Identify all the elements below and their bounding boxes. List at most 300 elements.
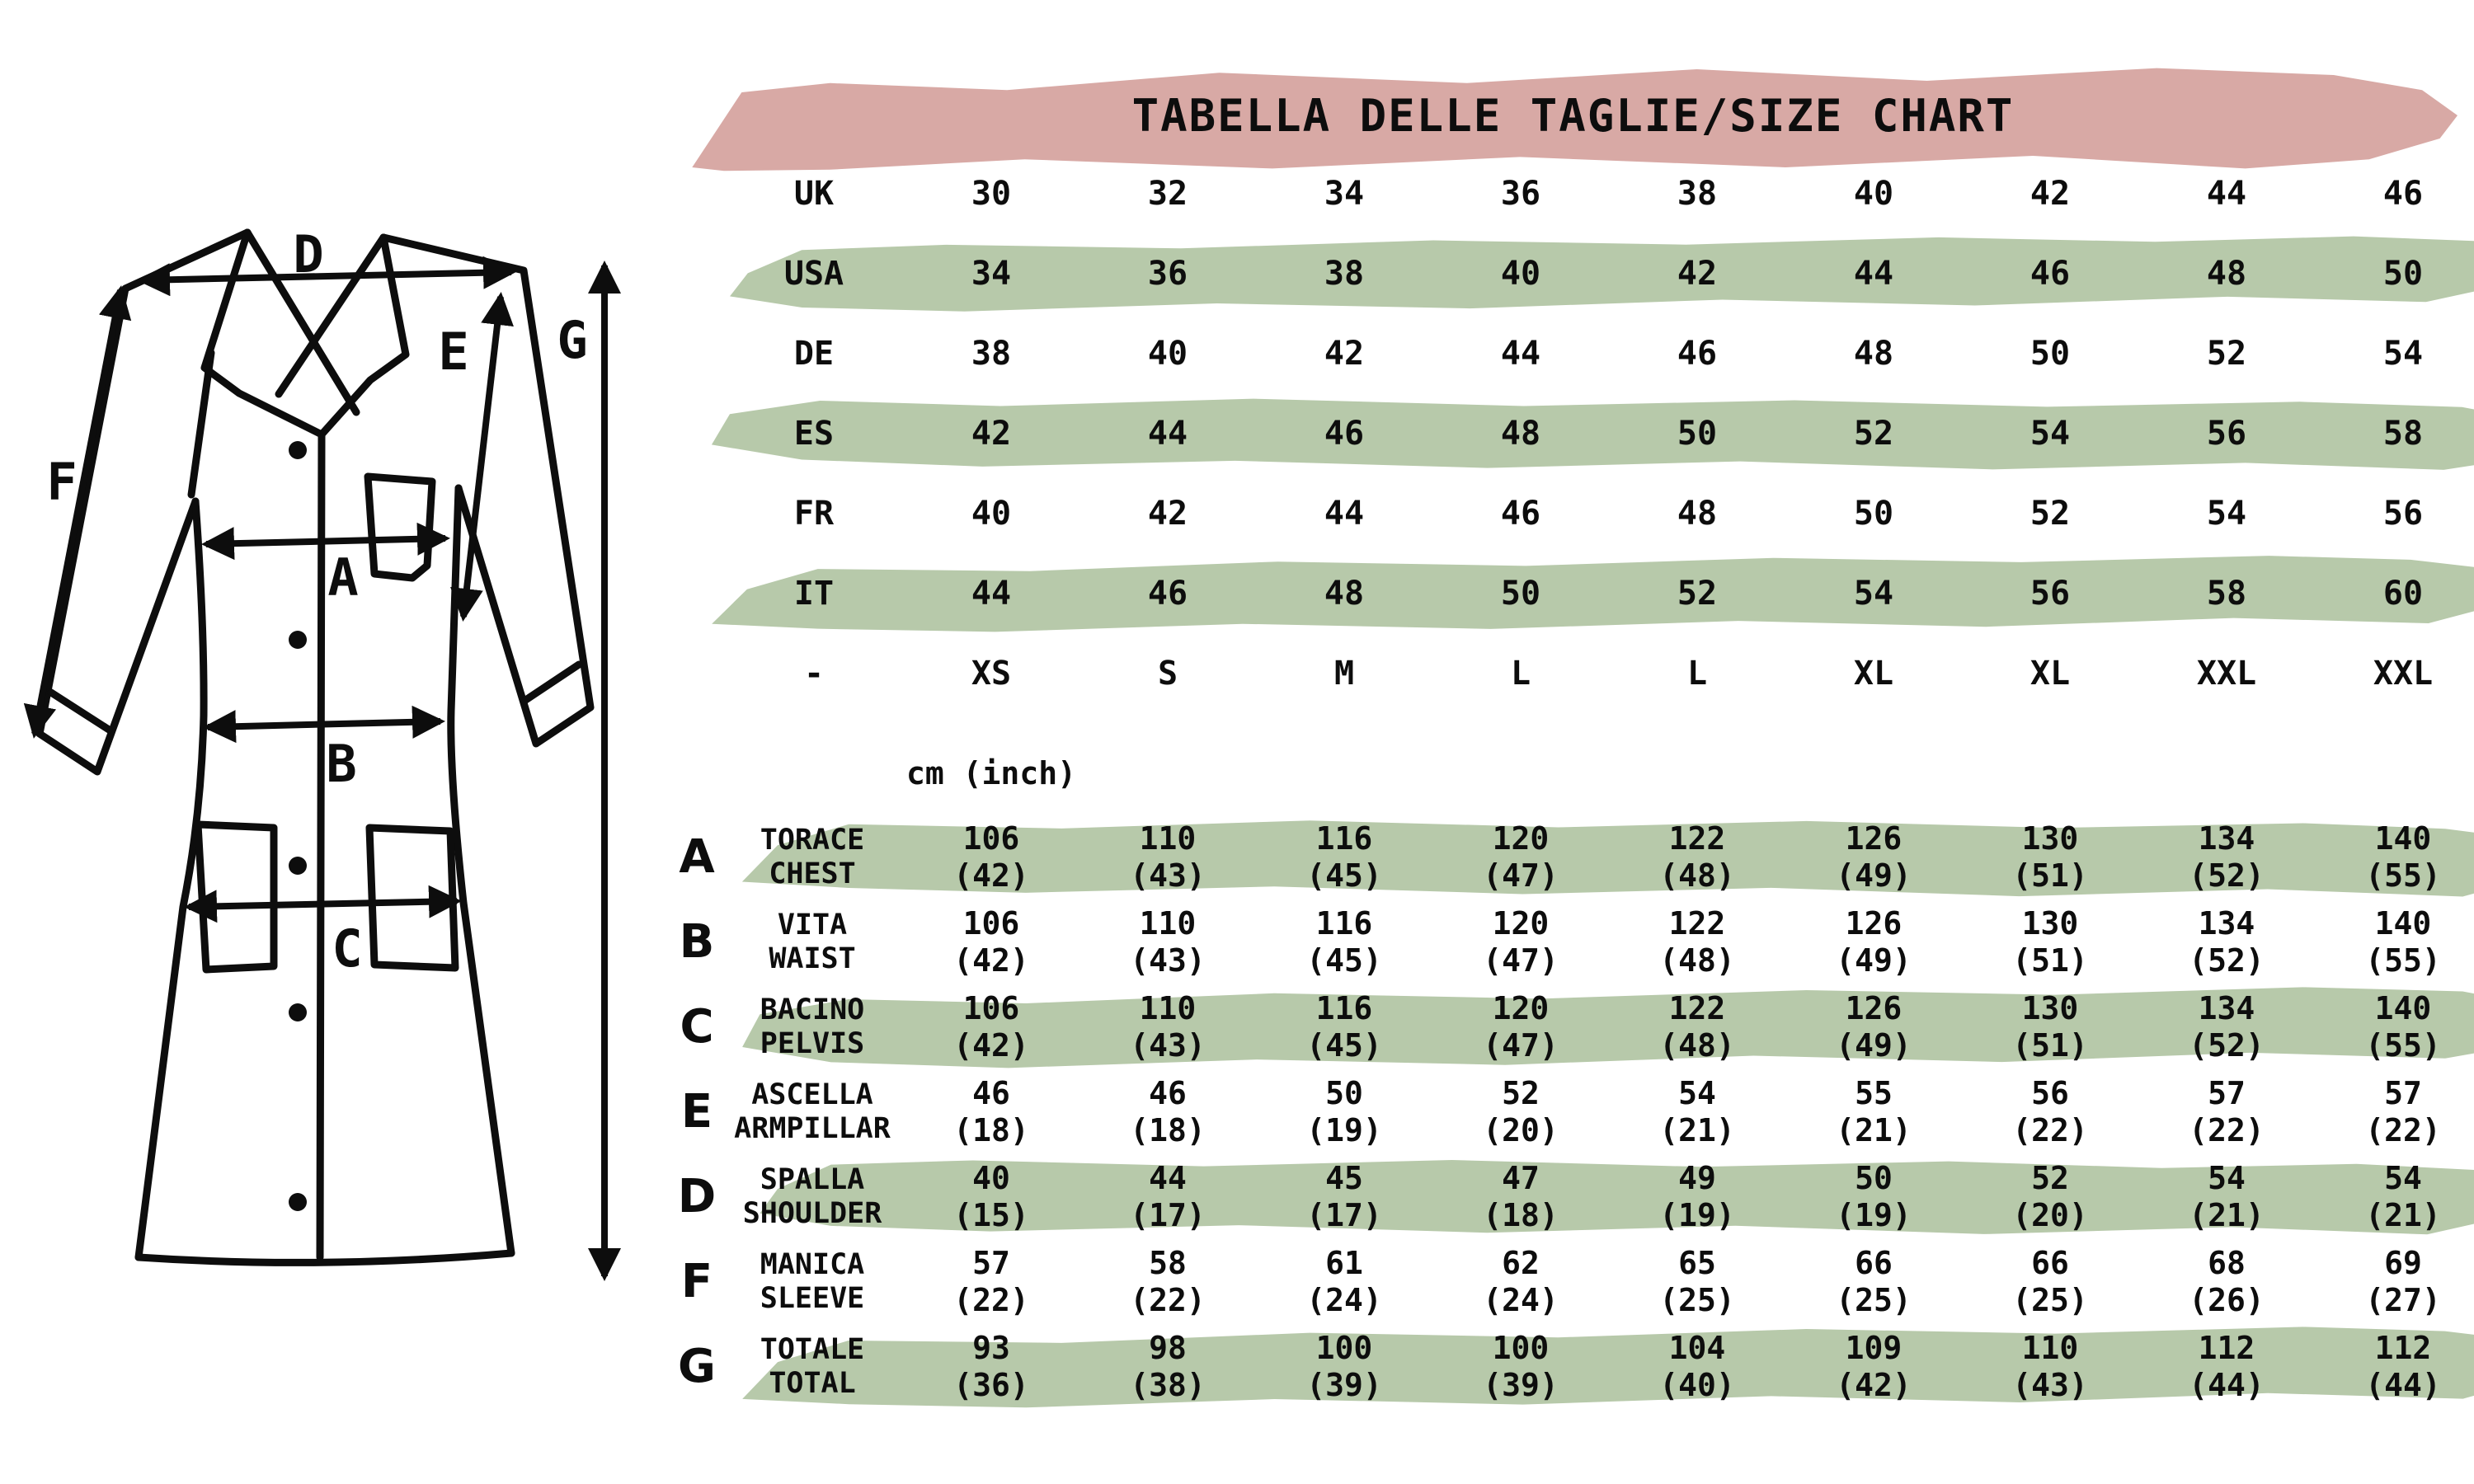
measure-label-italian: TOTALE [760,1332,865,1366]
size-value: 44 [1324,494,1365,533]
measure-letter: G [678,1339,716,1393]
value-cm: 50 [1325,1074,1363,1111]
measurement-cell [1962,905,2138,979]
size-value: 34 [1324,174,1365,213]
measurement-cell [2315,1160,2474,1234]
measurement-cell [1962,1075,2138,1149]
measurement-cell [1256,1160,1432,1234]
measurement-cell [903,1075,1079,1149]
value-cm: 56 [2031,1074,2069,1111]
measure-label [722,909,903,976]
measurement-cell [1079,1075,1256,1149]
measure-label-english: CHEST [769,857,856,890]
measurement-cell [1609,990,1785,1064]
value-cm: 126 [1845,819,1903,857]
buttons [289,441,307,1211]
measure-label-italian: TORACE [760,823,865,857]
value-inch: (52) [2189,857,2265,894]
measure-letter: B [679,914,715,969]
value-cm: 65 [1678,1244,1716,1281]
value-inch: (24) [1306,1281,1382,1318]
region-label: ES [793,414,835,453]
measurement-cell [1432,1075,1609,1149]
measure-label-italian: MANICA [760,1247,865,1281]
measurement-row-e [664,1069,2474,1154]
measurement-row-g [664,1324,2474,1409]
unit-label: cm (inch) [906,755,1076,791]
value-inch: (55) [2365,942,2441,979]
value-cm: 126 [1845,904,1903,942]
measurement-cell [1785,1330,1962,1404]
size-value: 46 [1677,334,1718,373]
value-cm: 130 [2021,904,2079,942]
value-inch: (26) [2189,1281,2265,1318]
region-label: FR [793,494,835,533]
measurement-cell [1079,1160,1256,1234]
size-value: 32 [1147,174,1188,213]
measurement-cell [903,905,1079,979]
size-value: 42 [2030,174,2071,213]
measurement-cell [1432,1245,1609,1319]
value-cm: 130 [2021,819,2079,857]
value-inch: (25) [2012,1281,2088,1318]
measurement-cell [1609,1245,1785,1319]
value-cm: 100 [1492,1329,1550,1366]
right-cuff-line [524,665,579,701]
measure-label [722,1248,903,1316]
value-cm: 62 [1502,1244,1540,1281]
size-row-usa [689,233,2474,313]
region-label: USA [783,254,844,293]
value-cm: 57 [2208,1074,2246,1111]
value-inch: (51) [2012,942,2088,979]
size-value: 52 [1677,574,1718,613]
measurement-cell [1432,990,1609,1064]
value-cm: 52 [2031,1159,2069,1196]
measure-label [722,1333,903,1401]
size-value: 44 [971,574,1012,613]
value-inch: (18) [1130,1111,1206,1148]
value-inch: (45) [1306,1026,1382,1064]
value-cm: 47 [1502,1159,1540,1196]
measure-label-english: ARMPILLAR [734,1111,891,1145]
measurement-cell [1785,1075,1962,1149]
value-cm: 52 [1502,1074,1540,1111]
size-row-fr [689,473,2474,553]
size-value: 30 [971,174,1012,213]
size-value: 40 [971,494,1012,533]
value-inch: (47) [1483,1026,1559,1064]
measurement-cell [1609,1075,1785,1149]
value-cm: 44 [1149,1159,1187,1196]
measure-letter-B: B [326,734,357,794]
value-cm: 110 [1139,819,1197,857]
value-inch: (55) [2365,1026,2441,1064]
coat-left-side [139,501,204,1257]
value-cm: 57 [2384,1074,2422,1111]
value-cm: 100 [1315,1329,1373,1366]
value-cm: 122 [1668,819,1726,857]
measurement-cell [903,1160,1079,1234]
value-inch: (43) [1130,942,1206,979]
size-value: XXL [2373,654,2434,693]
value-cm: 116 [1315,989,1373,1026]
value-inch: (19) [1836,1196,1912,1233]
value-cm: 140 [2374,904,2432,942]
value-cm: 55 [1855,1074,1893,1111]
measurement-cell [2138,1330,2315,1404]
measure-label-english: TOTAL [769,1366,856,1400]
measure-letter: E [680,1084,713,1139]
size-value: 52 [2206,334,2247,373]
value-cm: 112 [2198,1329,2255,1366]
measurement-cell [1256,1075,1432,1149]
measurement-cell [2315,905,2474,979]
value-cm: 116 [1315,819,1373,857]
measurement-cell [1256,905,1432,979]
measure-label-english: SLEEVE [760,1281,865,1315]
value-cm: 112 [2374,1329,2432,1366]
size-value: 40 [1853,174,1894,213]
value-cm: 61 [1325,1244,1363,1281]
value-cm: 49 [1678,1159,1716,1196]
value-cm: 140 [2374,989,2432,1026]
value-inch: (42) [953,942,1029,979]
value-inch: (44) [2189,1366,2265,1403]
measurement-cell [2315,1330,2474,1404]
size-conversion-table [689,153,2474,713]
value-cm: 66 [2031,1244,2069,1281]
measurement-cell [1079,1245,1256,1319]
size-value: 42 [971,414,1012,453]
value-inch: (17) [1130,1196,1206,1233]
measure-letter-F: F [46,452,78,512]
size-value: 54 [2030,414,2071,453]
size-value: 46 [1324,414,1365,453]
size-value: 50 [2030,334,2071,373]
size-value: 44 [1147,414,1188,453]
value-cm: 134 [2198,819,2255,857]
value-inch: (22) [1130,1281,1206,1318]
chest-pocket [368,477,432,578]
size-value: 42 [1324,334,1365,373]
size-value: 40 [1147,334,1188,373]
measurement-row-c [664,984,2474,1069]
value-inch: (48) [1659,1026,1735,1064]
size-value: 54 [1853,574,1894,613]
size-value: 44 [1500,334,1541,373]
value-cm: 120 [1492,989,1550,1026]
value-inch: (20) [2012,1196,2088,1233]
measurement-cell [1962,1160,2138,1234]
measurement-cell [2138,905,2315,979]
region-label: UK [793,174,835,213]
value-inch: (39) [1306,1366,1382,1403]
value-inch: (51) [2012,1026,2088,1064]
value-cm: 122 [1668,989,1726,1026]
size-value: 50 [2382,254,2424,293]
value-cm: 134 [2198,904,2255,942]
value-inch: (49) [1836,857,1912,894]
value-inch: (19) [1659,1196,1735,1233]
value-inch: (22) [953,1281,1029,1318]
region-label: - [803,654,825,693]
measurement-cell [2315,990,2474,1064]
value-inch: (55) [2365,857,2441,894]
value-inch: (48) [1659,857,1735,894]
value-cm: 50 [1855,1159,1893,1196]
value-inch: (25) [1659,1281,1735,1318]
measurement-cell [2138,820,2315,895]
measurement-cell [1432,820,1609,895]
measure-label-italian: VITA [777,908,848,942]
left-cuff-line [51,693,109,730]
value-inch: (24) [1483,1281,1559,1318]
value-cm: 106 [962,904,1020,942]
value-inch: (47) [1483,942,1559,979]
size-value: 56 [2382,494,2424,533]
measurement-cell [1256,1330,1432,1404]
measurement-cell [903,990,1079,1064]
value-inch: (38) [1130,1366,1206,1403]
value-cm: 46 [972,1074,1010,1111]
measure-label-english: PELVIS [760,1026,865,1060]
measurement-cell [903,820,1079,895]
size-value: XS [971,654,1012,693]
measurement-row-f [664,1239,2474,1324]
size-value: 38 [1324,254,1365,293]
value-cm: 68 [2208,1244,2246,1281]
value-inch: (27) [2365,1281,2441,1318]
value-cm: 54 [1678,1074,1716,1111]
measurement-row-d [664,1154,2474,1239]
measurement-cell [1785,990,1962,1064]
measurement-cell [1432,1160,1609,1234]
value-inch: (15) [953,1196,1029,1233]
value-inch: (22) [2189,1111,2265,1148]
measurement-cell [1256,990,1432,1064]
measurement-cell [2138,1075,2315,1149]
value-cm: 134 [2198,989,2255,1026]
measurement-cell [1609,905,1785,979]
size-value: 54 [2206,494,2247,533]
size-value: 38 [971,334,1012,373]
size-row-de [689,313,2474,393]
measurement-cell [1256,1245,1432,1319]
value-cm: 120 [1492,904,1550,942]
value-cm: 116 [1315,904,1373,942]
size-value: 56 [2030,574,2071,613]
measurement-cell [2315,1075,2474,1149]
value-cm: 98 [1149,1329,1187,1366]
region-label: DE [793,334,835,373]
value-inch: (17) [1306,1196,1382,1233]
measure-letter: A [679,829,715,884]
value-inch: (21) [1836,1111,1912,1148]
size-value: 54 [2382,334,2424,373]
measurement-cell [1079,820,1256,895]
measure-letter-C: C [332,918,363,979]
measurement-cell [1432,905,1609,979]
measurement-cell [1962,820,2138,895]
value-cm: 109 [1845,1329,1903,1366]
measurement-cell [1079,905,1256,979]
coat-hem [139,1253,511,1262]
value-cm: 66 [1855,1244,1893,1281]
size-value: L [1686,654,1708,693]
size-value: 42 [1677,254,1718,293]
measurement-cell [2315,820,2474,895]
value-cm: 46 [1149,1074,1187,1111]
value-inch: (40) [1659,1366,1735,1403]
value-inch: (42) [1836,1366,1912,1403]
measurement-cell [1079,990,1256,1064]
value-cm: 69 [2384,1244,2422,1281]
measurement-cell [2138,1160,2315,1234]
value-cm: 58 [1149,1244,1187,1281]
value-inch: (48) [1659,942,1735,979]
measurement-table [664,815,2474,1409]
measurement-cell [2315,1245,2474,1319]
size-value: 44 [2206,174,2247,213]
value-inch: (51) [2012,857,2088,894]
measure-label [722,1163,903,1231]
measurement-cell [1785,820,1962,895]
value-cm: 57 [972,1244,1010,1281]
value-cm: 140 [2374,819,2432,857]
region-label: IT [793,574,835,613]
coat-right-side [451,488,511,1253]
value-cm: 106 [962,989,1020,1026]
arrow-A-chest [206,538,445,544]
measurement-cell [1609,820,1785,895]
size-value: 36 [1147,254,1188,293]
measure-label-english: WAIST [769,942,856,975]
size-value: 34 [971,254,1012,293]
size-value: S [1157,654,1178,693]
size-value: 50 [1677,414,1718,453]
measurement-cell [2138,990,2315,1064]
value-inch: (42) [953,1026,1029,1064]
garment-diagram [0,0,717,1484]
measurement-cell [1785,1160,1962,1234]
size-value: L [1510,654,1531,693]
value-cm: 93 [972,1329,1010,1366]
measurement-row-b [664,899,2474,984]
value-cm: 40 [972,1159,1010,1196]
value-inch: (44) [2365,1366,2441,1403]
value-inch: (42) [953,857,1029,894]
measure-label-italian: SPALLA [760,1162,865,1196]
measure-letter: C [680,999,714,1054]
arrow-F-sleeve [35,290,120,734]
size-value: 46 [2030,254,2071,293]
measure-label-english: SHOULDER [742,1196,882,1230]
measure-label [722,993,903,1061]
value-cm: 126 [1845,989,1903,1026]
value-cm: 120 [1492,819,1550,857]
value-inch: (20) [1483,1111,1559,1148]
measure-letter: F [680,1254,713,1308]
size-value: 46 [1500,494,1541,533]
lower-pocket-right [369,828,455,968]
value-inch: (45) [1306,942,1382,979]
measurement-cell [2138,1245,2315,1319]
center-front-line [320,434,322,1257]
value-cm: 106 [962,819,1020,857]
arrow-C-pelvis [189,901,457,907]
arrow-B-waist [208,721,440,727]
size-value: 38 [1677,174,1718,213]
measurement-row-a [664,815,2474,899]
measure-letter: D [677,1169,717,1223]
size-value: 56 [2206,414,2247,453]
size-value: 52 [1853,414,1894,453]
value-cm: 122 [1668,904,1726,942]
value-inch: (22) [2012,1111,2088,1148]
measurement-cell [1609,1330,1785,1404]
size-value: XL [2030,654,2071,693]
value-inch: (21) [1659,1111,1735,1148]
value-inch: (49) [1836,1026,1912,1064]
value-cm: 104 [1668,1329,1726,1366]
size-value: 58 [2382,414,2424,453]
value-inch: (52) [2189,1026,2265,1064]
value-cm: 130 [2021,989,2079,1026]
measurement-cell [1432,1330,1609,1404]
size-value: 48 [1853,334,1894,373]
value-inch: (45) [1306,857,1382,894]
measurement-cell [1962,990,2138,1064]
measurement-cell [1962,1245,2138,1319]
measure-letter-E: E [438,322,469,382]
size-value: 40 [1500,254,1541,293]
measurement-cell [1609,1160,1785,1234]
value-inch: (39) [1483,1366,1559,1403]
measurement-cell [1962,1330,2138,1404]
value-inch: (19) [1306,1111,1382,1148]
measurement-cell [1785,905,1962,979]
value-inch: (43) [1130,857,1206,894]
value-inch: (49) [1836,942,1912,979]
value-cm: 110 [1139,904,1197,942]
size-value: 48 [1677,494,1718,533]
value-inch: (22) [2365,1111,2441,1148]
value-cm: 54 [2208,1159,2246,1196]
size-value: 58 [2206,574,2247,613]
measure-label-italian: BACINO [760,993,865,1026]
measure-label [722,1078,903,1146]
size-value: 36 [1500,174,1541,213]
value-cm: 110 [1139,989,1197,1026]
value-inch: (47) [1483,857,1559,894]
arrow-D-shoulder-width [142,272,511,280]
size-value: 52 [2030,494,2071,533]
measure-label [722,824,903,891]
size-value: 48 [2206,254,2247,293]
value-inch: (36) [953,1366,1029,1403]
value-inch: (43) [2012,1366,2088,1403]
measure-letter-G: G [557,310,588,370]
size-value: 46 [1147,574,1188,613]
size-value: 60 [2382,574,2424,613]
size-row-dash [689,633,2474,713]
size-value: 48 [1324,574,1365,613]
size-value: XL [1853,654,1894,693]
size-value: XXL [2196,654,2257,693]
size-value: 42 [1147,494,1188,533]
size-value: 50 [1853,494,1894,533]
